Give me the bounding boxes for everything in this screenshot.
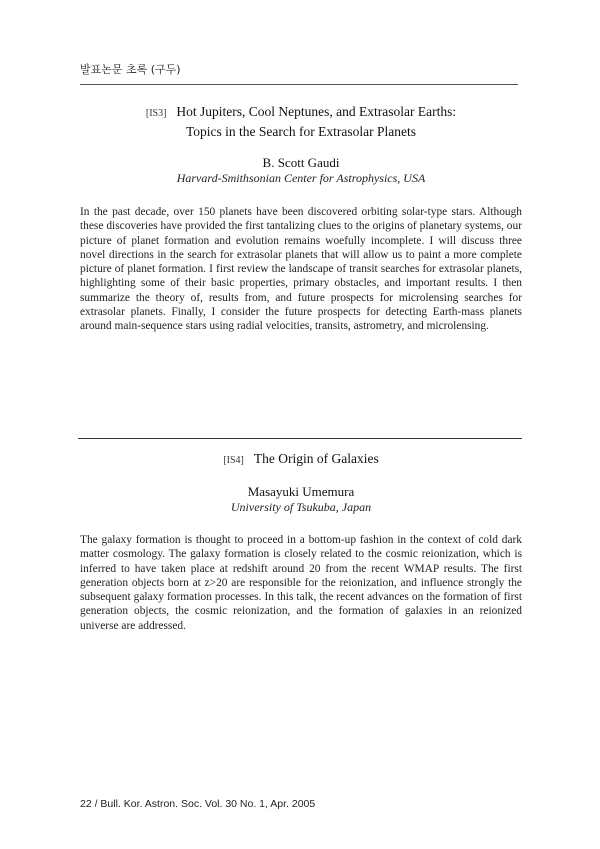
section-header: 발표논문 초록 (구두) (80, 63, 181, 76)
abstract-is3 (80, 103, 522, 334)
abstract-is4 (80, 450, 522, 633)
abstract-body: The galaxy formation is thought to proceed in a bottom-up fashion in the context of cold dark matter cosmology. The galaxy formation is closely related to the cosmic reionization, which is inferred to have taken place at redshift around 20 from the recent WMAP results. The first generation objects born at z>20 are responsible for the reionization, and influence strongly the subsequent galaxy formation processes. In this talk, the recent advances on the formation of first generation objects, the cosmic reionization, and the formation of galaxies in an reionized universe are addressed. (80, 534, 522, 632)
title-line-2: Topics in the Search for Extrasolar Planets (186, 124, 416, 139)
section-divider (78, 438, 522, 439)
abstract-body: In the past decade, over 150 planets have been discovered orbiting solar-type stars. Although these discoveries have provided the first tantalizing clues to the origins of planetary systems, our picture of planet formation and evolution remains woefully incomplete. I will discuss three novel directions in the search for extrasolar planets that will allow us to paint a more complete picture of planet formation. I first review the landscape of transit searches for extrasolar planets, highlighting some of their basic properties, primary obstacles, and important results. I then summarize the theory of, results from, and future prospects for microlensing searches for extrasolar planets. Finally, I consider the future prospects for detecting Earth-mass planets around main-sequence stars using radial velocities, transits, astrometry, and microlensing. (80, 206, 522, 333)
page-footer: 22 / Bull. Kor. Astron. Soc. Vol. 30 No. 1, Apr. 2005 (80, 798, 316, 810)
author-affiliation: Harvard-Smithsonian Center for Astrophysics, USA (176, 171, 426, 185)
abstract-title (80, 103, 522, 141)
author-name: B. Scott Gaudi (262, 155, 340, 170)
title-line-1: The Origin of Galaxies (253, 451, 379, 466)
title-line-1: Hot Jupiters, Cool Neptunes, and Extrasolar Earths: (176, 104, 457, 119)
author-name: Masayuki Umemura (247, 484, 355, 499)
header-rule (80, 84, 518, 85)
author-affiliation: University of Tsukuba, Japan (230, 500, 372, 514)
abstract-title (80, 450, 522, 470)
abstract-code: [IS3] (145, 108, 167, 119)
abstract-code: [IS4] (223, 455, 244, 466)
